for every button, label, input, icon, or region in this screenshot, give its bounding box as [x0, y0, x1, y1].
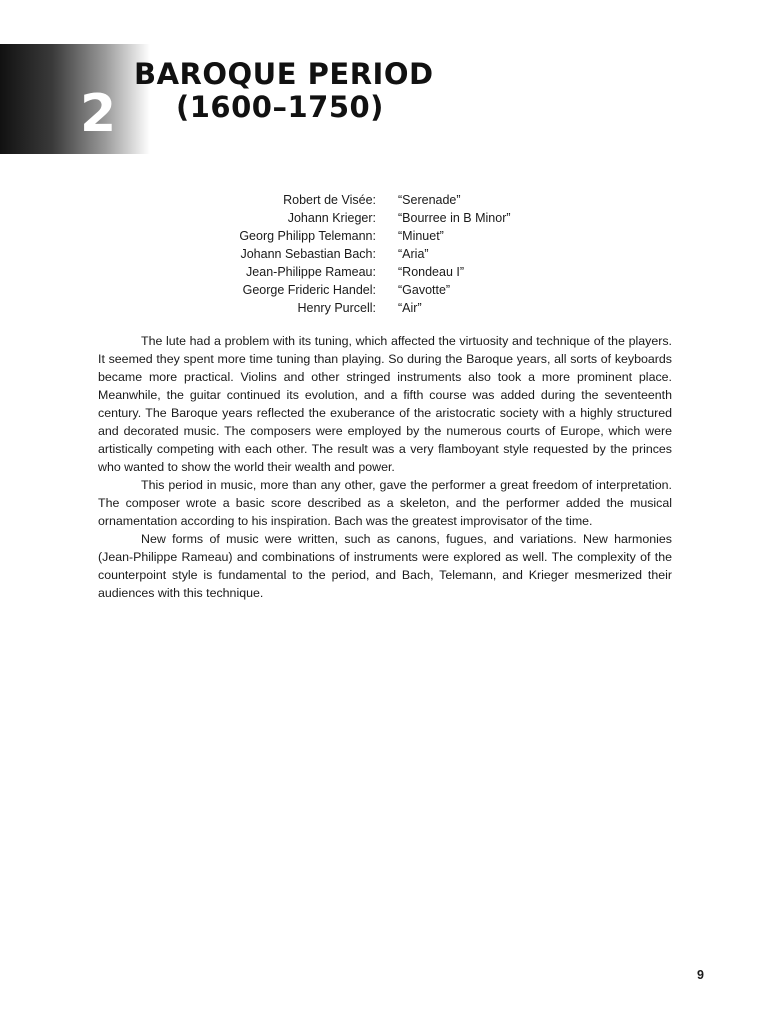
- composer-name: Georg Philipp Telemann:: [239, 229, 376, 243]
- chapter-title-line-1: BAROQUE PERIOD: [134, 57, 434, 91]
- works-row: [200, 281, 511, 299]
- composer-name: George Frideric Handel:: [242, 283, 376, 297]
- composer-name: Johann Krieger:: [287, 211, 376, 225]
- piece-title: “Minuet”: [398, 229, 444, 243]
- chapter-header-gradient: [0, 44, 150, 154]
- piece-title: “Serenade”: [398, 193, 461, 207]
- works-row: [200, 245, 511, 263]
- paragraph: The lute had a problem with its tuning, which affected the virtuosity and technique of the players. It seemed they spent more time tuning than playing. So during the Baroque years, all sorts of keyboards became more practical. Violins and other stringed instruments also took a more prominent place. Meanwhile, the guitar continued its evolution, and a fifth course was added during the seventeenth century. The Baroque years reflected the exuberance of the aristocratic society with a highly structured and decorated music. The composers were employed by the numerous courts of Europe, which were artistically competing with each other. The result was a very flamboyant style requested by the princes who wanted to show the world their wealth and power.: [98, 334, 672, 474]
- page-number: 9: [697, 968, 704, 982]
- paragraph: This period in music, more than any other, gave the performer a great freedom of interpretation. The composer wrote a basic score described as a skeleton, and the performer added the musical ornamentation according to his inspiration. Bach was the greatest improvisator of the time.: [98, 478, 672, 528]
- composer-name: Robert de Visée:: [283, 193, 376, 207]
- piece-title: “Rondeau I”: [398, 265, 465, 279]
- body-text: [98, 332, 672, 602]
- chapter-title: [134, 58, 434, 124]
- works-row: [200, 191, 511, 209]
- paragraph: New forms of music were written, such as canons, fugues, and variations. New harmonies (Jean-Philippe Rameau) and combinations of instruments were explored as well. The complexity of the counterpoint style is fundamental to the period, and Bach, Telemann, and Krieger mesmerized their audiences with this technique.: [98, 532, 672, 600]
- piece-title: “Air”: [398, 301, 422, 315]
- piece-title: “Bourree in B Minor”: [398, 211, 511, 225]
- works-row: [200, 227, 511, 245]
- composer-name: Henry Purcell:: [297, 301, 376, 315]
- piece-title: “Aria”: [398, 247, 429, 261]
- composer-name: Jean-Philippe Rameau:: [246, 265, 376, 279]
- works-row: [200, 299, 511, 317]
- works-row: [200, 263, 511, 281]
- chapter-number: 2: [80, 84, 115, 144]
- composer-name: Johann Sebastian Bach:: [240, 247, 376, 261]
- piece-title: “Gavotte”: [398, 283, 451, 297]
- composer-works-list: [200, 191, 511, 317]
- chapter-title-line-2: (1600–1750): [176, 90, 384, 124]
- works-row: [200, 209, 511, 227]
